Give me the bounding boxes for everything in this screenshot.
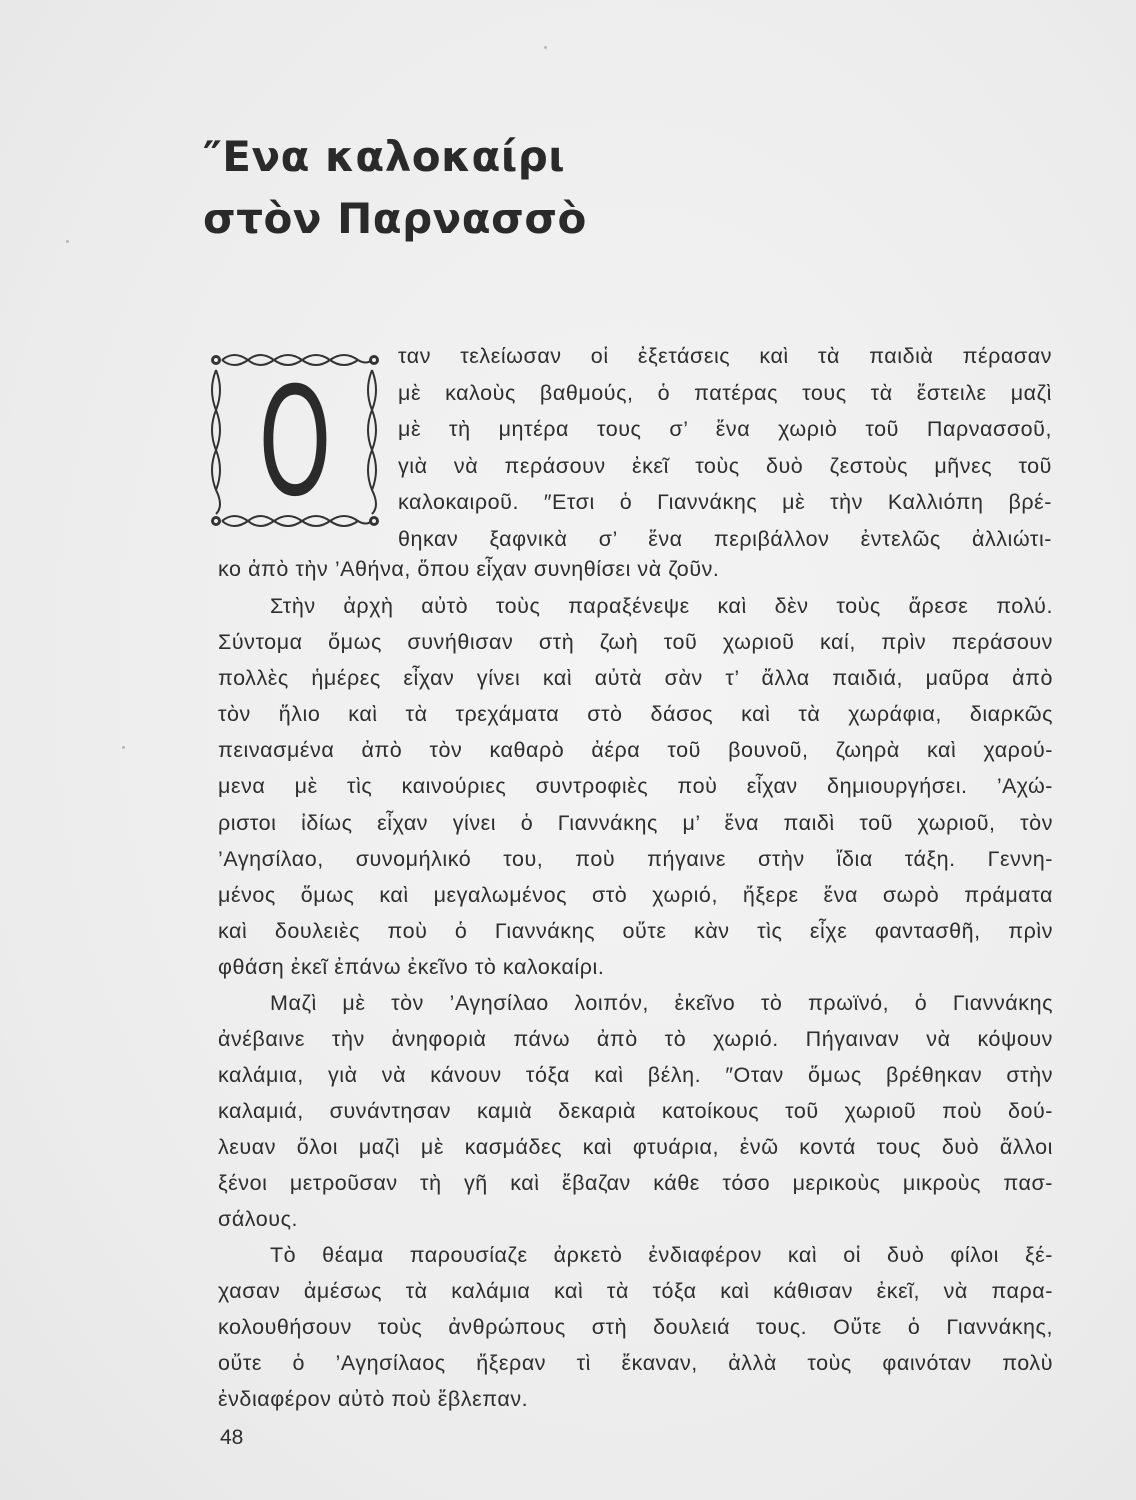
text-line: καλαμιά, συνάντησαν καμιὰ δεκαριὰ κατοίκους τοῦ χωριοῦ ποὺ δού- (218, 1099, 1053, 1123)
page-number: 48 (220, 1426, 244, 1449)
paper-speck (544, 46, 547, 49)
text-line: ξένοι μετροῦσαν τὴ γῆ καὶ ἔβαζαν κάθε τόσο μερικοὺς μικροὺς πασ- (218, 1171, 1053, 1195)
chapter-title-line-1: ″Ενα καλοκαίρι (203, 132, 566, 181)
text-line: ἐνδιαφέρον αὐτὸ ποὺ ἔβλεπαν. (218, 1387, 529, 1411)
text-line: καὶ δουλειὲς ποὺ ὁ Γιαννάκης οὔτε κὰν τὶς εἶχε φαντασθῆ, πρὶν (218, 919, 1053, 943)
text-line: μὲ καλοὺς βαθμούς, ὁ πατέρας τους τὰ ἔστειλε μαζὶ (398, 381, 1052, 405)
text-line: χασαν ἀμέσως τὰ καλάμια καὶ τὰ τόξα καὶ κάθισαν ἐκεῖ, νὰ παρα- (218, 1279, 1053, 1303)
text-line: ριστοι ἰδίως εἶχαν γίνει ὁ Γιαννάκης μ’ ἕνα παιδὶ τοῦ χωριοῦ, τὸν (218, 811, 1053, 835)
text-line: Στὴν ἀρχὴ αὐτὸ τοὺς παραξένεψε καὶ δὲν τοὺς ἄρεσε πολύ. (270, 594, 1053, 618)
text-line: Τὸ θέαμα παρουσίαζε ἀρκετὸ ἐνδιαφέρον καὶ οἱ δυὸ φίλοι ξέ- (270, 1243, 1053, 1267)
text-line: λευαν ὅλοι μαζὶ μὲ κασμάδες καὶ φτυάρια, ἐνῶ κοντά τους δυὸ ἄλλοι (218, 1135, 1053, 1159)
text-line: φθάση ἐκεῖ ἐπάνω ἐκεῖνο τὸ καλοκαίρι. (218, 955, 605, 979)
text-line: οὔτε ὁ ’Αγησίλαος ἤξεραν τὶ ἔκαναν, ἀλλὰ τοὺς φαινόταν πολὺ (218, 1351, 1053, 1375)
text-line: μενα μὲ τὶς καινούριες συντροφιὲς ποὺ εἶχαν δημιουργήσει. ’Αχώ- (218, 774, 1053, 798)
chapter-title-line-2: στὸν Παρνασσὸ (203, 194, 587, 243)
text-line: πολλὲς ἡμέρες εἶχαν γίνει καὶ αὐτὰ σὰν τ’ ἄλλα παιδιά, μαῦρα ἀπὸ (218, 666, 1053, 690)
text-line: Σύντομα ὅμως συνήθισαν στὴ ζωὴ τοῦ χωριοῦ καί, πρὶν περάσουν (218, 630, 1053, 654)
text-line: ταν τελείωσαν οἱ ἐξετάσεις καὶ τὰ παιδιὰ πέρασαν (398, 344, 1052, 368)
paper-speck (122, 746, 125, 749)
text-line: καλοκαιροῦ. ″Ετσι ὁ Γιαννάκης μὲ τὴν Καλλιόπη βρέ- (398, 490, 1052, 514)
text-line: ἀνέβαινε τὴν ἀνηφοριὰ πάνω ἀπὸ τὸ χωριό. Πήγαιναν νὰ κόψουν (218, 1027, 1053, 1051)
text-line: μένος ὅμως καὶ μεγαλωμένος στὸ χωριό, ἤξερε ἕνα σωρὸ πράματα (218, 883, 1053, 907)
text-line: μὲ τὴ μητέρα τους σ’ ἕνα χωριὸ τοῦ Παρνασσοῦ, (398, 417, 1052, 441)
chapter-title (203, 126, 587, 250)
ornamental-drop-cap (208, 348, 382, 533)
paper-speck (66, 240, 69, 243)
text-line: κο ἀπὸ τὴν ’Αθήνα, ὅπου εἶχαν συνηθίσει νὰ ζοῦν. (218, 557, 720, 581)
text-line: ’Αγησίλαο, συνομήλικό του, ποὺ πήγαινε στὴν ἴδια τάξη. Γεννη- (218, 847, 1053, 871)
text-line: τὸν ἥλιο καὶ τὰ τρεχάματα στὸ δάσος καὶ τὰ χωράφια, διαρκῶς (218, 702, 1053, 726)
text-line: θηκαν ξαφνικὰ σ’ ἕνα περιβάλλον ἐντελῶς ἀλλιώτι- (398, 527, 1052, 551)
text-line: γιὰ νὰ περάσουν ἐκεῖ τοὺς δυὸ ζεστοὺς μῆνες τοῦ (398, 454, 1052, 478)
text-line: κολουθήσουν τοὺς ἀνθρώπους στὴ δουλειά τους. Οὔτε ὁ Γιαννάκης, (218, 1315, 1053, 1339)
text-line: σάλους. (218, 1207, 299, 1231)
text-line: καλάμια, γιὰ νὰ κάνουν τόξα καὶ βέλη. ″Οταν ὅμως βρέθηκαν στὴν (218, 1063, 1053, 1087)
drop-cap-letter: Ο (258, 355, 332, 530)
text-line: Μαζὶ μὲ τὸν ’Αγησίλαο λοιπόν, ἐκεῖνο τὸ πρωϊνό, ὁ Γιαννάκης (270, 991, 1053, 1015)
text-line: πεινασμένα ἀπὸ τὸν καθαρὸ ἀέρα τοῦ βουνοῦ, ζωηρὰ καὶ χαρού- (218, 738, 1053, 762)
